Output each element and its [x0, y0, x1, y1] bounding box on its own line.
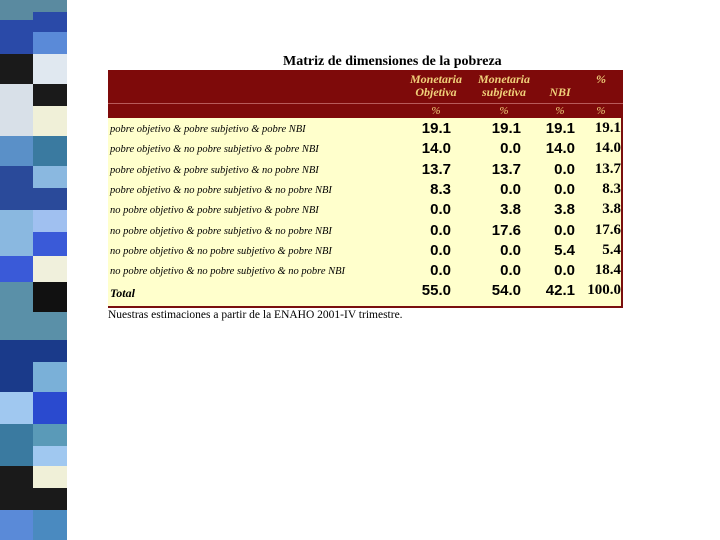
row-label: no pobre objetivo & pobre subjetivo & pobre NBI	[110, 205, 319, 217]
strip-block	[0, 256, 33, 282]
cell-col3: 0.0	[554, 160, 575, 178]
cell-col2: 19.1	[491, 120, 521, 137]
cell-col2: 0.0	[500, 180, 521, 198]
table-row	[108, 242, 623, 262]
strip-block	[33, 392, 67, 424]
cell-col4: 18.4	[594, 262, 621, 279]
total-label: Total	[110, 286, 135, 301]
strip-block	[33, 340, 67, 362]
total-row	[108, 282, 623, 302]
cell-col2: 0.0	[500, 262, 521, 280]
strip-block	[33, 136, 67, 166]
cell-col4: 3.8	[602, 201, 621, 218]
table-row	[108, 262, 623, 282]
strip-block	[33, 446, 67, 466]
strip-block	[33, 232, 67, 256]
row-label: no pobre objetivo & no pobre subjetivo & no pobre NBI	[110, 266, 346, 278]
cell-col3: 0.0	[554, 221, 575, 239]
cell-col3: 5.4	[554, 241, 575, 259]
strip-block	[33, 54, 67, 84]
strip-block	[0, 210, 33, 256]
cell-col2: 0.0	[500, 241, 521, 259]
strip-block	[33, 32, 67, 54]
strip-block	[33, 84, 67, 106]
strip-block	[0, 392, 33, 424]
row-label: pobre objetivo & pobre subjetivo & pobre NBI	[110, 124, 306, 135]
cell-col1: 0.0	[430, 201, 451, 219]
strip-block	[33, 0, 67, 12]
strip-block	[0, 136, 33, 166]
unit-col2: %	[499, 105, 509, 117]
row-label: pobre objetivo & pobre subjetivo & no pobre NBI	[110, 164, 319, 176]
strip-block	[33, 488, 67, 510]
strip-block	[33, 282, 67, 312]
strip-block	[0, 84, 33, 136]
cell-col4: 14.0	[594, 140, 621, 157]
decorative-side-strip	[0, 0, 67, 540]
header-percent: %	[596, 72, 606, 86]
cell-col4: 19.1	[594, 120, 621, 136]
strip-block	[33, 466, 67, 488]
strip-block	[33, 362, 67, 392]
strip-block	[0, 510, 33, 540]
table-row	[108, 181, 623, 201]
cell-col1: 0.0	[430, 241, 451, 259]
table-row	[108, 201, 623, 221]
cell-col1: 0.0	[430, 221, 451, 239]
cell-col1: 8.3	[430, 180, 451, 198]
cell-col4: 17.6	[594, 221, 621, 238]
cell-col3: 0.0	[554, 180, 575, 198]
strip-block	[33, 106, 67, 136]
cell-col4: 100.0	[587, 282, 621, 299]
strip-block	[0, 424, 33, 466]
cell-col2: 17.6	[491, 221, 521, 239]
row-label: pobre objetivo & no pobre subjetivo & pobre NBI	[110, 144, 319, 156]
cell-col4: 13.7	[594, 160, 621, 177]
cell-col1: 13.7	[421, 160, 451, 178]
cell-col2: 0.0	[500, 140, 521, 158]
table-row	[108, 222, 623, 242]
unit-col3: %	[555, 105, 565, 117]
cell-col1: 55.0	[421, 282, 451, 300]
unit-col4: %	[596, 105, 606, 117]
strip-block	[0, 0, 33, 20]
header-monetaria-subjetiva: Monetaria subjetiva	[477, 72, 530, 99]
cell-col1: 19.1	[421, 120, 451, 137]
table-header	[108, 70, 623, 118]
row-label: pobre objetivo & no pobre subjetivo & no pobre NBI	[110, 184, 332, 196]
cell-col4: 8.3	[602, 180, 621, 197]
strip-block	[33, 166, 67, 188]
cell-col1: 0.0	[430, 262, 451, 280]
cell-col2: 3.8	[500, 201, 521, 219]
strip-block	[33, 312, 67, 340]
header-divider	[108, 103, 623, 104]
strip-block	[33, 12, 67, 32]
strip-block	[0, 282, 33, 340]
header-monetaria-objetiva: Monetaria Objetiva	[409, 72, 462, 99]
strip-block	[33, 210, 67, 232]
table-row	[108, 140, 623, 160]
table-title: Matriz de dimensiones de la pobreza	[283, 54, 502, 69]
strip-block	[0, 466, 33, 510]
row-label: no pobre objetivo & no pobre subjetivo & pobre NBI	[110, 245, 332, 257]
cell-col3: 14.0	[545, 140, 575, 158]
cell-col2: 13.7	[491, 160, 521, 178]
row-label: no pobre objetivo & pobre subjetivo & no pobre NBI	[110, 225, 332, 237]
source-note: Nuestras estimaciones a partir de la ENAHO 2001-IV trimestre.	[108, 309, 403, 321]
cell-col2: 54.0	[491, 282, 521, 300]
cell-col3: 0.0	[554, 262, 575, 280]
strip-block	[33, 424, 67, 446]
table-row	[108, 161, 623, 181]
strip-block	[0, 340, 33, 392]
cell-col4: 5.4	[602, 241, 621, 258]
strip-block	[33, 510, 67, 540]
strip-block	[0, 166, 33, 210]
poverty-matrix-table	[108, 70, 623, 308]
cell-col3: 42.1	[545, 282, 575, 300]
table-row	[108, 120, 623, 140]
strip-block	[0, 20, 33, 54]
strip-block	[33, 188, 67, 210]
header-nbi: NBI	[549, 85, 571, 99]
strip-block	[0, 54, 33, 84]
strip-block	[33, 256, 67, 282]
unit-col1: %	[431, 105, 441, 117]
cell-col3: 19.1	[545, 120, 575, 137]
cell-col1: 14.0	[421, 140, 451, 158]
cell-col3: 3.8	[554, 201, 575, 219]
